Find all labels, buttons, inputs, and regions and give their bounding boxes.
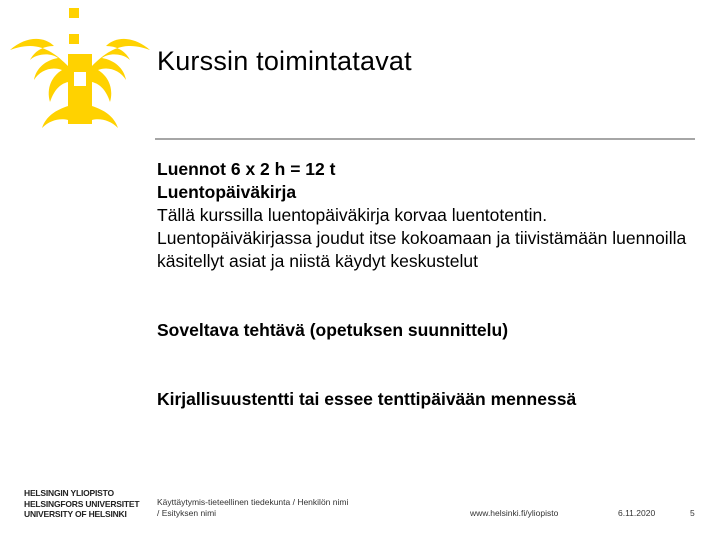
helsinki-flame-logo-icon xyxy=(6,6,154,132)
footer-date: 6.11.2020 xyxy=(618,508,656,518)
lectures-line: Luennot 6 x 2 h = 12 t xyxy=(157,159,336,179)
literature-exam-item: Kirjallisuustentti tai essee tenttipäivään mennessä xyxy=(157,389,577,409)
footer-url: www.helsinki.fi/yliopisto xyxy=(470,508,559,518)
university-name-sv: HELSINGFORS UNIVERSITET xyxy=(24,498,140,509)
university-logo-text xyxy=(24,488,139,520)
footer-faculty-line: Käyttäytymis-tieteellinen tiedekunta / Henkilön nimi xyxy=(157,497,349,507)
university-name-fi: HELSINGIN YLIOPISTO xyxy=(24,488,114,498)
university-name-en: UNIVERSITY OF HELSINKI xyxy=(24,509,127,519)
title-divider xyxy=(155,138,695,140)
slide-content xyxy=(157,158,697,411)
lecture-diary-heading: Luentopäiväkirja xyxy=(157,182,297,202)
page-title: Kurssin toimintatavat xyxy=(157,46,412,76)
applied-task-item: Soveltava tehtävä (opetuksen suunnittelu) xyxy=(157,320,509,340)
footer-page-number: 5 xyxy=(690,508,695,518)
footer-faculty xyxy=(157,497,387,519)
footer-presentation-line: / Esityksen nimi xyxy=(157,508,217,518)
lecture-diary-description: Tällä kurssilla luentopäiväkirja korvaa luentotentin. Luentopäiväkirjassa joudut itse kokoamaan ja tiivistämään luennoilla käsitellyt asiat ja niistä käydyt keskustelut xyxy=(157,205,687,271)
